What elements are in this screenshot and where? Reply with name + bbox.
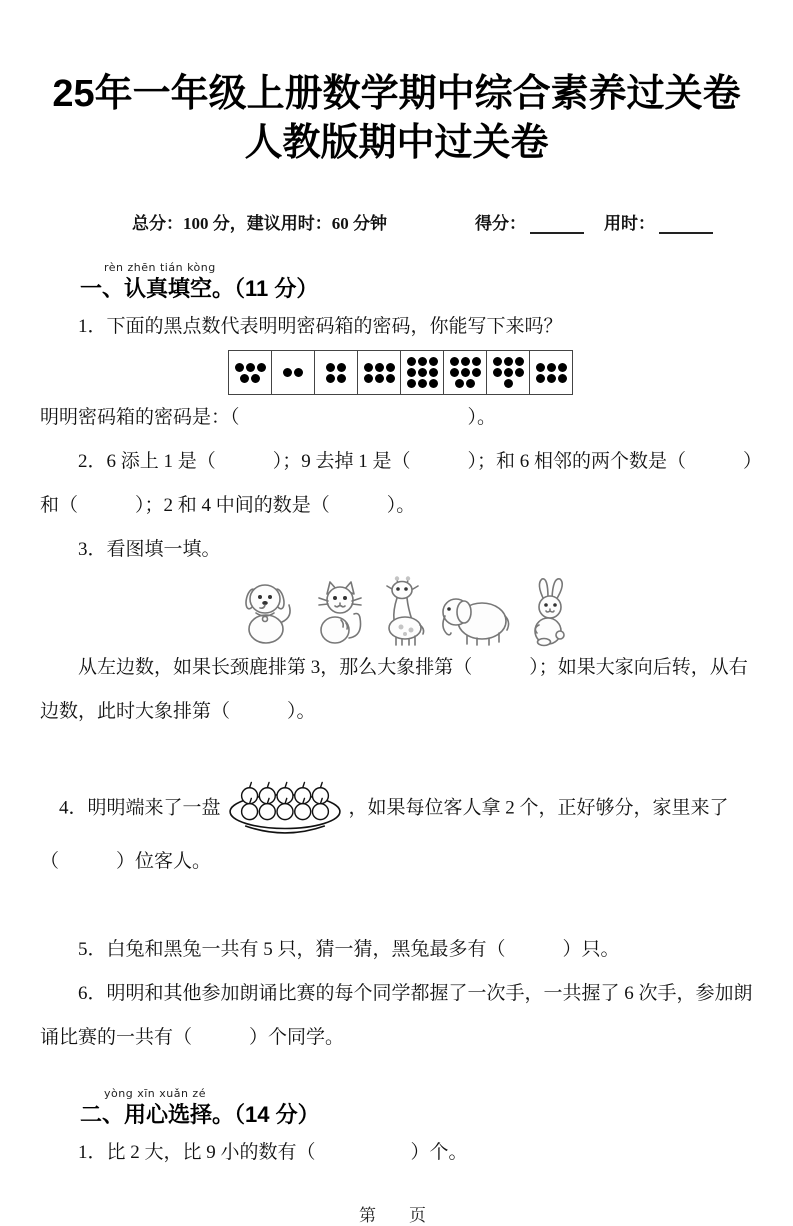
total-score-info: 总分：100 分，建议用时：60 分钟	[132, 214, 387, 234]
question-1-4-text-before: 4．明明端来了一盘	[59, 797, 221, 819]
password-dot-table	[228, 350, 573, 395]
section-2-header	[40, 1088, 753, 1131]
dot-cell	[401, 351, 444, 394]
dot-cell	[487, 351, 530, 394]
question-1-4-text-after: ，如果每位客人拿 2 个，正好够分，家里来了（ ）位客人。	[40, 797, 729, 873]
question-1-1-answer-line: 明明密码箱的密码是：（ ）。	[40, 407, 497, 429]
score-blank	[530, 217, 584, 234]
question-1-4	[40, 734, 753, 928]
plate-fruits	[241, 783, 328, 820]
score-label: 得分：	[475, 214, 526, 234]
score-fields	[475, 209, 717, 234]
page-footer: 第 页	[359, 1206, 434, 1226]
dot-cell	[315, 351, 358, 394]
fruit-plate-image	[227, 778, 343, 840]
dot-cell	[530, 351, 572, 394]
exam-meta	[40, 209, 753, 234]
animals-row	[236, 574, 753, 646]
dot-cell	[272, 351, 315, 394]
elephant-icon	[439, 584, 513, 646]
giraffe-icon	[374, 576, 430, 646]
question-1-1: 1．下面的黑点数代表明明密码箱的密码，你能写下来吗？	[78, 316, 563, 338]
section-1-header	[40, 262, 753, 305]
dot-cell	[444, 351, 487, 394]
section-1-pinyin: rèn zhēn tián kòng	[104, 261, 216, 275]
time-label: 用时：	[604, 214, 655, 234]
question-1-3: 3．看图填一填。	[78, 539, 221, 561]
question-1-3-prompt: 从左边数，如果长颈鹿排第 3，那么大象排第（ ）；如果大家向后转，从右边数，此时大象排第（ ）。	[40, 657, 748, 723]
title-line-1: 25年一年级上册数学期中综合素养过关卷	[52, 73, 741, 115]
dot-cell	[229, 351, 272, 394]
exam-paper	[0, 70, 793, 1226]
rabbit-icon	[522, 576, 572, 646]
paper-title	[40, 70, 753, 167]
dog-icon	[236, 578, 298, 646]
section-1-heading: 一、认真填空。（11 分）	[80, 276, 319, 302]
title-line-2: 人教版期中过关卷	[244, 121, 549, 164]
question-2-1: 1．比 2 大，比 9 小的数有（ ）个。	[78, 1142, 468, 1164]
question-1-5: 5．白兔和黑兔一共有 5 只，猜一猜，黑兔最多有（ ）只。	[78, 939, 620, 961]
question-1-2: 2．6 添上 1 是（ ）；9 去掉 1 是（ ）；和 6 相邻的两个数是（ ）和（ ）；2 和 4 中间的数是（ ）。	[40, 451, 753, 517]
dot-cell	[358, 351, 401, 394]
section-2-pinyin: yòng xīn xuǎn zé	[104, 1087, 206, 1101]
question-1-6: 6．明明和其他参加朗诵比赛的每个同学都握了一次手，一共握了 6 次手，参加朗诵比赛的一共有（ ）个同学。	[40, 983, 753, 1049]
cat-icon	[307, 578, 365, 646]
section-2-heading: 二、用心选择。（14 分）	[80, 1102, 320, 1128]
time-blank	[659, 217, 713, 234]
